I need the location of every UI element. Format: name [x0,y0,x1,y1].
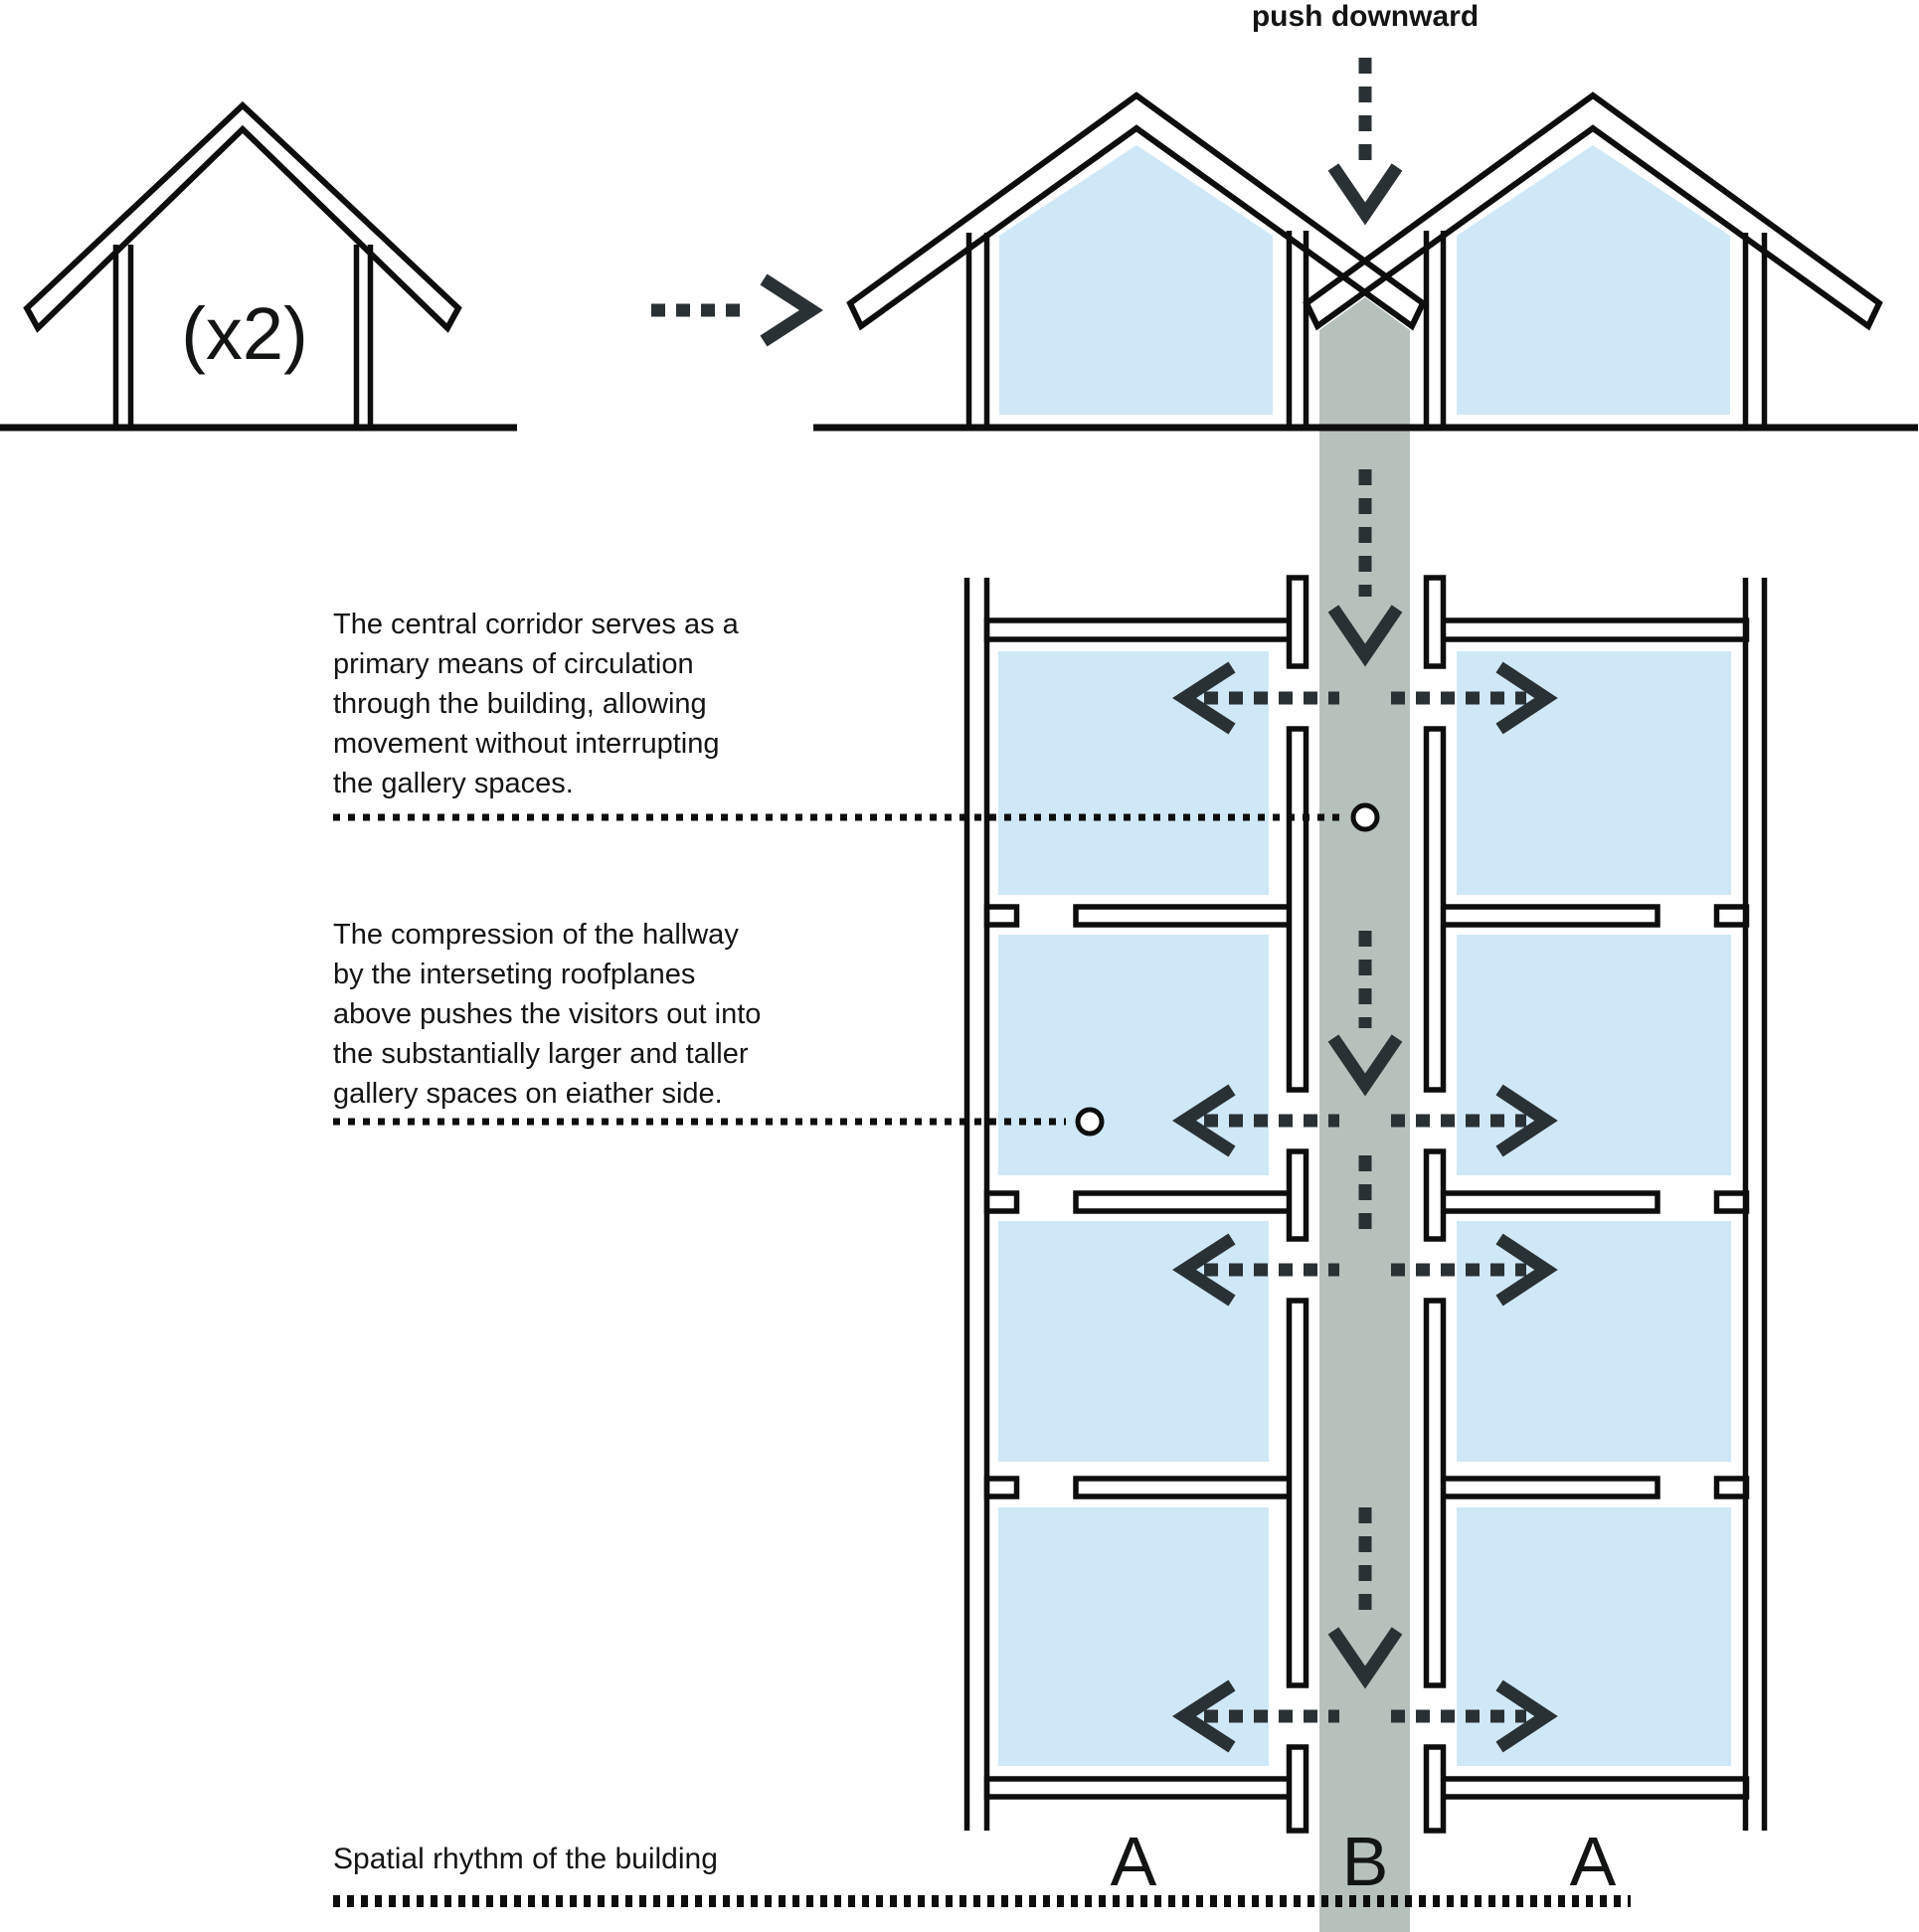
annotation-line: above pushes the visitors out into [333,998,762,1030]
wall-row1-stub-right [1717,907,1747,925]
annotation-line: primary means of circulation [333,648,694,680]
gallery-room [1457,1507,1731,1766]
zone-label-corridor: B [1341,1823,1389,1900]
wall-segment [1427,729,1444,1090]
wall-segment [1427,1747,1444,1831]
down-arrow-icon [1333,167,1397,214]
wall-row1-left [1076,907,1298,925]
annotation-line: through the building, allowing [333,688,707,720]
wall-row3-stub-right [1717,1479,1747,1496]
gallery-room [998,935,1269,1175]
corridor-wall-right [1427,578,1444,1831]
wall-segment [1290,729,1307,1090]
push-downward-label: push downward [1251,0,1480,33]
leader-dot [1078,1110,1102,1134]
leader-dot [1353,805,1377,829]
wall-row3-left [1076,1479,1298,1496]
wall-segment [1290,1747,1307,1831]
annotation-line: the gallery spaces. [333,768,574,799]
wall-row3-stub-left [987,1479,1017,1496]
gallery-volume-left [999,145,1273,415]
zone-label-left-gallery: A [1110,1823,1157,1900]
wall-segment [1290,1301,1307,1685]
gallery-room [1457,651,1731,895]
gallery-room [998,1507,1269,1766]
wall-bottom-left [987,1779,1299,1797]
annotation-line: by the interseting roofplanes [333,959,696,990]
gallery-room [1457,935,1731,1175]
wall-row2-right [1432,1193,1657,1211]
wall-row1-stub-left [987,907,1017,925]
gallery-room [1457,1221,1731,1462]
compression-annotation [333,915,761,1114]
rhythm-label: Spatial rhythm of the building [333,1843,718,1875]
wall-bottom-right [1432,1779,1747,1797]
annotation-line: gallery spaces on eiather side. [333,1078,723,1110]
multiplier-label: (x2) [181,292,308,375]
wall-row3-right [1432,1479,1657,1496]
zone-label-right-gallery: A [1569,1823,1617,1900]
corridor-wall-left [1290,578,1307,1831]
annotation-line: movement without interrupting [333,728,720,760]
annotation-line: The central corridor serves as a [333,609,739,640]
wall-row2-stub-left [987,1193,1017,1211]
wall-top-right [1432,620,1747,639]
wall-row2-left [1076,1193,1298,1211]
single-gable-section [0,105,517,428]
wall-segment [1290,578,1307,666]
wall-segment [1427,1301,1444,1685]
wall-top-left [987,620,1299,639]
wall-segment [1290,1151,1307,1239]
outer-wall-left [967,578,987,1831]
corridor-annotation [333,605,739,803]
wall-segment [1427,578,1444,666]
gallery-room [998,1221,1269,1462]
annotation-line: the substantially larger and taller [333,1038,749,1070]
wall-row1-right [1432,907,1657,925]
gallery-room [998,651,1269,895]
gallery-volume-right [1457,145,1730,415]
wall-row2-stub-right [1717,1193,1747,1211]
transform-arrow-head [764,279,811,341]
transform-arrow-icon [651,279,811,341]
wall-segment [1427,1151,1444,1239]
annotation-line: The compression of the hallway [333,919,739,951]
